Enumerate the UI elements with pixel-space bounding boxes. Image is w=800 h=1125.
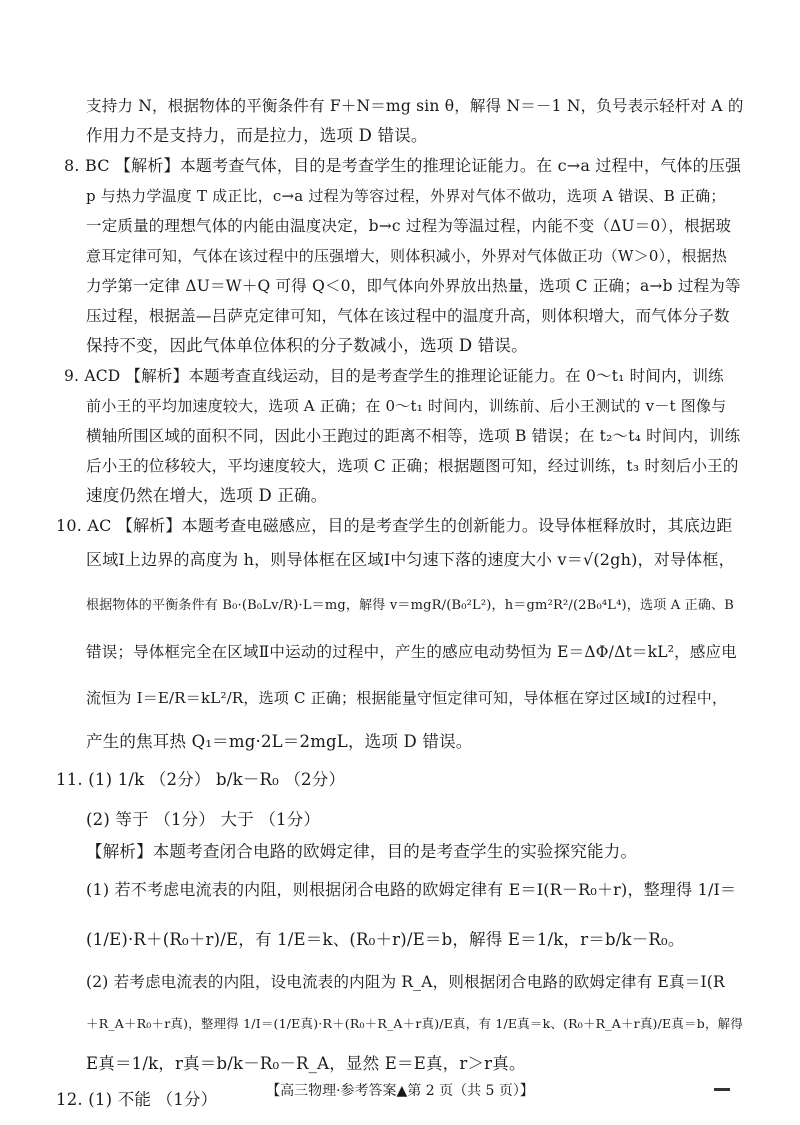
footer-label: 【高三物理·参考答案▲第 2 页（共 5 页）】 (266, 1083, 534, 1099)
text-line: 保持不变，因此气体单位体积的分子数减小，选项 D 错误。 (86, 336, 528, 355)
text-line: 后小王的位移较大，平均速度较大，选项 C 正确；根据题图可知，经过训练，t₃ 时刻后小王的 (86, 457, 739, 475)
text-line: 横轴所围区域的面积不同，因此小王跑过的距离不相等，选项 B 错误；在 t₂～t₄ 时间内，训练 (86, 427, 741, 445)
text-line: ＋R_A＋R₀＋r真)，整理得 1/I＝(1/E真)·R＋(R₀＋R_A＋r真)/E真，有 1/E真＝k、(R₀＋R_A＋r真)/E真＝b，解得 (86, 1016, 744, 1031)
text-line: (2) 等于 （1分） 大于 （1分） (86, 810, 321, 829)
text-line: 压过程，根据盖—吕萨克定律可知，气体在该过程中的温度升高，则体积增大，而气体分子数 (86, 307, 730, 325)
text-line: 前小王的平均加速度较大，选项 A 正确；在 0～t₁ 时间内，训练前、后小王测试的 v－t 图像与 (86, 397, 727, 415)
text-line: 错误；导体框完全在区域Ⅱ中运动的过程中，产生的感应电动势恒为 E＝ΔΦ/Δt＝kL²，感应电 (86, 643, 737, 661)
text-line: 作用力不是支持力，而是拉力，选项 D 错误。 (86, 126, 428, 145)
text-line: 8. BC 【解析】本题考查气体，目的是考查学生的推理论证能力。在 c→a 过程中，气体的压强 (64, 156, 742, 175)
text-line: 一定质量的理想气体的内能由温度决定，b→c 过程为等温过程，内能不变（ΔU＝0），根据玻 (86, 217, 732, 235)
page-footer (0, 1081, 800, 1101)
text-line: 意耳定律可知，气体在该过程中的压强增大，则体积减小，外界对气体做正功（W＞0），根据热 (86, 247, 728, 265)
text-line: 根据物体的平衡条件有 B₀·(B₀Lv/R)·L＝mg，解得 v＝mgR/(B₀²L²)，h＝gm²R²/(2B₀⁴L⁴)，选项 A 正确、B (86, 598, 735, 613)
text-line: 9. ACD 【解析】本题考查直线运动，目的是考查学生的推理论证能力。在 0～t₁ 时间内，训练 (64, 367, 724, 385)
text-line: 10. AC 【解析】本题考查电磁感应，目的是考查学生的创新能力。设导体框释放时，其底边距 (56, 516, 733, 535)
text-line: 速度仍然在增大，选项 D 正确。 (86, 486, 328, 505)
text-line: 【解析】本题考查闭合电路的欧姆定律，目的是考查学生的实验探究能力。 (86, 842, 638, 861)
text-line: (1/E)·R＋(R₀＋r)/E，有 1/E＝k、(R₀＋r)/E＝b，解得 E＝1/k，r＝b/k－R₀。 (86, 930, 685, 949)
text-line: 区域Ⅰ上边界的高度为 h，则导体框在区域Ⅰ中匀速下落的速度大小 v＝√(2gh)，对导体框， (86, 550, 735, 569)
text-line: 12. (1) 不能 （1分） (56, 1090, 218, 1109)
text-line: p 与热力学温度 T 成正比，c→a 过程为等容过程，外界对气体不做功，选项 A 错误、B 正确； (86, 187, 726, 205)
text-line: 支持力 N，根据物体的平衡条件有 F＋N＝mg sin θ，解得 N＝－1 N，负号表示轻杆对 A 的 (86, 97, 744, 115)
text-line: (2) 若考虑电流表的内阻，设电流表的内阻为 R_A，则根据闭合电路的欧姆定律有 E真＝I(R (86, 973, 725, 991)
text-line: (1) 若不考虑电流表的内阻，则根据闭合电路的欧姆定律有 E＝I(R－R₀＋r)，整理得 1/I＝ (86, 880, 737, 899)
text-line: 流恒为 I＝E/R＝kL²/R，选项 C 正确；根据能量守恒定律可知，导体框在穿过区域Ⅰ的过程中， (86, 689, 728, 707)
text-line: E真＝1/k，r真＝b/k－R₀－R_A，显然 E＝E真，r＞r真。 (86, 1054, 526, 1073)
text-line: 产生的焦耳热 Q₁＝mg·2L＝2mgL，选项 D 错误。 (86, 732, 473, 751)
scan-mark (714, 1088, 730, 1091)
text-line: 力学第一定律 ΔU＝W＋Q 可得 Q＜0，即气体向外界放出热量，选项 C 正确；a→b 过程为等 (86, 277, 741, 295)
text-line: 11. (1) 1/k （2分） b/k－R₀ （2分） (56, 770, 346, 789)
